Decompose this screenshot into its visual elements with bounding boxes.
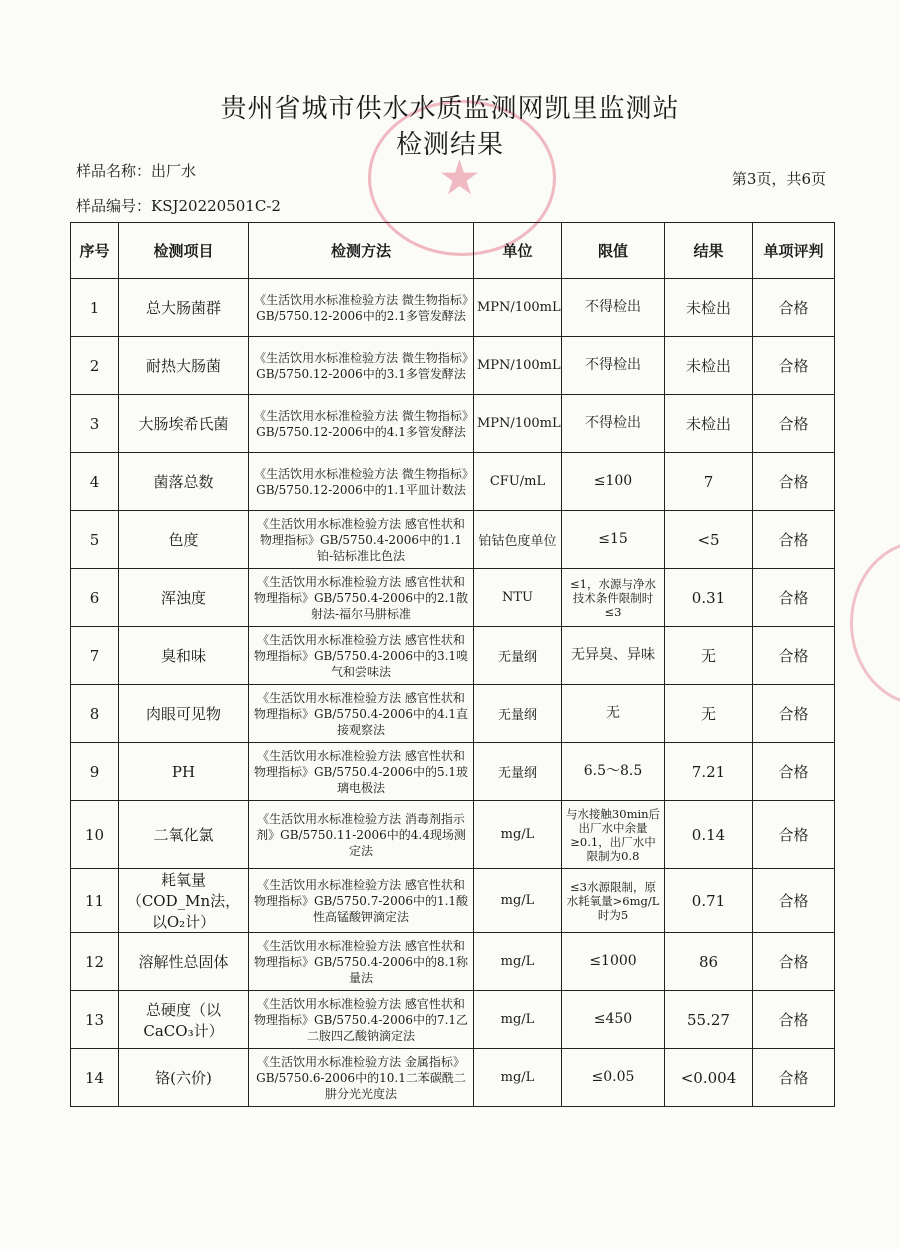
row-number: 13	[71, 991, 119, 1049]
row-evaluation: 合格	[753, 279, 835, 337]
row-method: 《生活饮用水标准检验方法 感官性状和物理指标》GB/5750.4-2006中的4.1直接观察法	[249, 685, 474, 743]
row-item: 溶解性总固体	[119, 933, 249, 991]
row-number: 14	[71, 1049, 119, 1107]
row-evaluation: 合格	[753, 1049, 835, 1107]
table-row	[71, 569, 835, 627]
results-table	[70, 222, 835, 1107]
row-unit: CFU/mL	[474, 453, 562, 511]
row-limit: 与水接触30min后出厂水中余量≥0.1，出厂水中限制为0.8	[562, 801, 665, 869]
row-limit: 不得检出	[562, 337, 665, 395]
row-number: 4	[71, 453, 119, 511]
row-item: 色度	[119, 511, 249, 569]
row-number: 3	[71, 395, 119, 453]
sample-name: 样品名称：出厂水	[76, 162, 197, 180]
col-header: 序号	[71, 223, 119, 279]
row-method: 《生活饮用水标准检验方法 感官性状和物理指标》GB/5750.7-2006中的1.1酸性高锰酸钾滴定法	[249, 869, 474, 933]
row-number: 6	[71, 569, 119, 627]
table-row	[71, 801, 835, 869]
row-result: 未检出	[665, 337, 753, 395]
row-evaluation: 合格	[753, 395, 835, 453]
row-method: 《生活饮用水标准检验方法 微生物指标》GB/5750.12-2006中的2.1多管发酵法	[249, 279, 474, 337]
row-result: 7	[665, 453, 753, 511]
row-item: 浑浊度	[119, 569, 249, 627]
col-header: 检测方法	[249, 223, 474, 279]
row-method: 《生活饮用水标准检验方法 微生物指标》GB/5750.12-2006中的4.1多管发酵法	[249, 395, 474, 453]
row-unit: mg/L	[474, 801, 562, 869]
row-evaluation: 合格	[753, 991, 835, 1049]
row-result: 86	[665, 933, 753, 991]
table-row	[71, 743, 835, 801]
row-item: 铬(六价)	[119, 1049, 249, 1107]
row-limit: ≤3水源限制，原水耗氧量>6mg/L时为5	[562, 869, 665, 933]
row-limit: ≤1，水源与净水技术条件限制时≤3	[562, 569, 665, 627]
table-row	[71, 685, 835, 743]
row-unit: NTU	[474, 569, 562, 627]
row-evaluation: 合格	[753, 685, 835, 743]
row-number: 5	[71, 511, 119, 569]
report-title: 贵州省城市供水水质监测网凯里监测站	[220, 94, 680, 124]
row-limit: 6.5～8.5	[562, 743, 665, 801]
row-limit: ≤15	[562, 511, 665, 569]
row-item: 臭和味	[119, 627, 249, 685]
row-number: 1	[71, 279, 119, 337]
row-result: 7.21	[665, 743, 753, 801]
row-result: 未检出	[665, 395, 753, 453]
row-evaluation: 合格	[753, 453, 835, 511]
row-result: <0.004	[665, 1049, 753, 1107]
row-unit: MPN/100mL	[474, 279, 562, 337]
row-limit: 无	[562, 685, 665, 743]
row-item: 耗氧量（COD_Mn法，以O₂计）	[119, 869, 249, 933]
row-evaluation: 合格	[753, 743, 835, 801]
col-header: 限值	[562, 223, 665, 279]
side-seal	[850, 540, 900, 706]
table-row	[71, 337, 835, 395]
row-unit: 铂钴色度单位	[474, 511, 562, 569]
row-method: 《生活饮用水标准检验方法 微生物指标》GB/5750.12-2006中的3.1多管发酵法	[249, 337, 474, 395]
row-evaluation: 合格	[753, 933, 835, 991]
row-item: PH	[119, 743, 249, 801]
row-method: 《生活饮用水标准检验方法 感官性状和物理指标》GB/5750.4-2006中的8.1称量法	[249, 933, 474, 991]
row-number: 10	[71, 801, 119, 869]
table-header-row	[71, 223, 835, 279]
row-unit: mg/L	[474, 869, 562, 933]
row-item: 大肠埃希氏菌	[119, 395, 249, 453]
row-number: 7	[71, 627, 119, 685]
row-evaluation: 合格	[753, 869, 835, 933]
row-unit: 无量纲	[474, 627, 562, 685]
row-evaluation: 合格	[753, 511, 835, 569]
table-row	[71, 869, 835, 933]
row-number: 9	[71, 743, 119, 801]
row-item: 菌落总数	[119, 453, 249, 511]
row-unit: MPN/100mL	[474, 395, 562, 453]
row-number: 11	[71, 869, 119, 933]
row-method: 《生活饮用水标准检验方法 感官性状和物理指标》GB/5750.4-2006中的5.1玻璃电极法	[249, 743, 474, 801]
row-unit: mg/L	[474, 933, 562, 991]
row-limit: ≤450	[562, 991, 665, 1049]
table-row	[71, 511, 835, 569]
col-header: 单项评判	[753, 223, 835, 279]
row-item: 肉眼可见物	[119, 685, 249, 743]
table-row	[71, 627, 835, 685]
row-evaluation: 合格	[753, 801, 835, 869]
row-result: 无	[665, 685, 753, 743]
page-info: 第3页，共6页	[731, 170, 826, 188]
row-limit: 不得检出	[562, 395, 665, 453]
row-limit: ≤1000	[562, 933, 665, 991]
row-method: 《生活饮用水标准检验方法 微生物指标》GB/5750.12-2006中的1.1平皿计数法	[249, 453, 474, 511]
row-limit: ≤100	[562, 453, 665, 511]
row-unit: 无量纲	[474, 743, 562, 801]
col-header: 结果	[665, 223, 753, 279]
row-item: 总大肠菌群	[119, 279, 249, 337]
seal-star-icon: ★	[438, 150, 482, 206]
row-method: 《生活饮用水标准检验方法 感官性状和物理指标》GB/5750.4-2006中的7.1乙二胺四乙酸钠滴定法	[249, 991, 474, 1049]
table-row	[71, 395, 835, 453]
row-unit: mg/L	[474, 991, 562, 1049]
row-unit: mg/L	[474, 1049, 562, 1107]
row-result: 0.31	[665, 569, 753, 627]
table-row	[71, 453, 835, 511]
row-result: 无	[665, 627, 753, 685]
row-method: 《生活饮用水标准检验方法 感官性状和物理指标》GB/5750.4-2006中的3.1嗅气和尝味法	[249, 627, 474, 685]
row-method: 《生活饮用水标准检验方法 消毒剂指示剂》GB/5750.11-2006中的4.4现场测定法	[249, 801, 474, 869]
row-item: 总硬度（以CaCO₃计）	[119, 991, 249, 1049]
row-evaluation: 合格	[753, 627, 835, 685]
row-limit: 无异臭、异味	[562, 627, 665, 685]
row-result: 55.27	[665, 991, 753, 1049]
row-item: 耐热大肠菌	[119, 337, 249, 395]
row-unit: MPN/100mL	[474, 337, 562, 395]
col-header: 单位	[474, 223, 562, 279]
row-result: 0.14	[665, 801, 753, 869]
row-number: 8	[71, 685, 119, 743]
row-method: 《生活饮用水标准检验方法 感官性状和物理指标》GB/5750.4-2006中的2.1散射法-福尔马肼标准	[249, 569, 474, 627]
row-unit: 无量纲	[474, 685, 562, 743]
row-number: 2	[71, 337, 119, 395]
row-evaluation: 合格	[753, 569, 835, 627]
col-header: 检测项目	[119, 223, 249, 279]
row-result: <5	[665, 511, 753, 569]
table-row	[71, 933, 835, 991]
row-method: 《生活饮用水标准检验方法 感官性状和物理指标》GB/5750.4-2006中的1.1铂-钴标准比色法	[249, 511, 474, 569]
table-row	[71, 991, 835, 1049]
sample-code: 样品编号：KSJ20220501C-2	[76, 197, 281, 215]
row-number: 12	[71, 933, 119, 991]
report-subtitle: 检测结果	[395, 130, 504, 160]
table-row	[71, 279, 835, 337]
row-evaluation: 合格	[753, 337, 835, 395]
row-limit: 不得检出	[562, 279, 665, 337]
table-row	[71, 1049, 835, 1107]
row-result: 0.71	[665, 869, 753, 933]
row-method: 《生活饮用水标准检验方法 金属指标》GB/5750.6-2006中的10.1二苯碳酰二肼分光光度法	[249, 1049, 474, 1107]
row-item: 二氧化氯	[119, 801, 249, 869]
row-result: 未检出	[665, 279, 753, 337]
row-limit: ≤0.05	[562, 1049, 665, 1107]
